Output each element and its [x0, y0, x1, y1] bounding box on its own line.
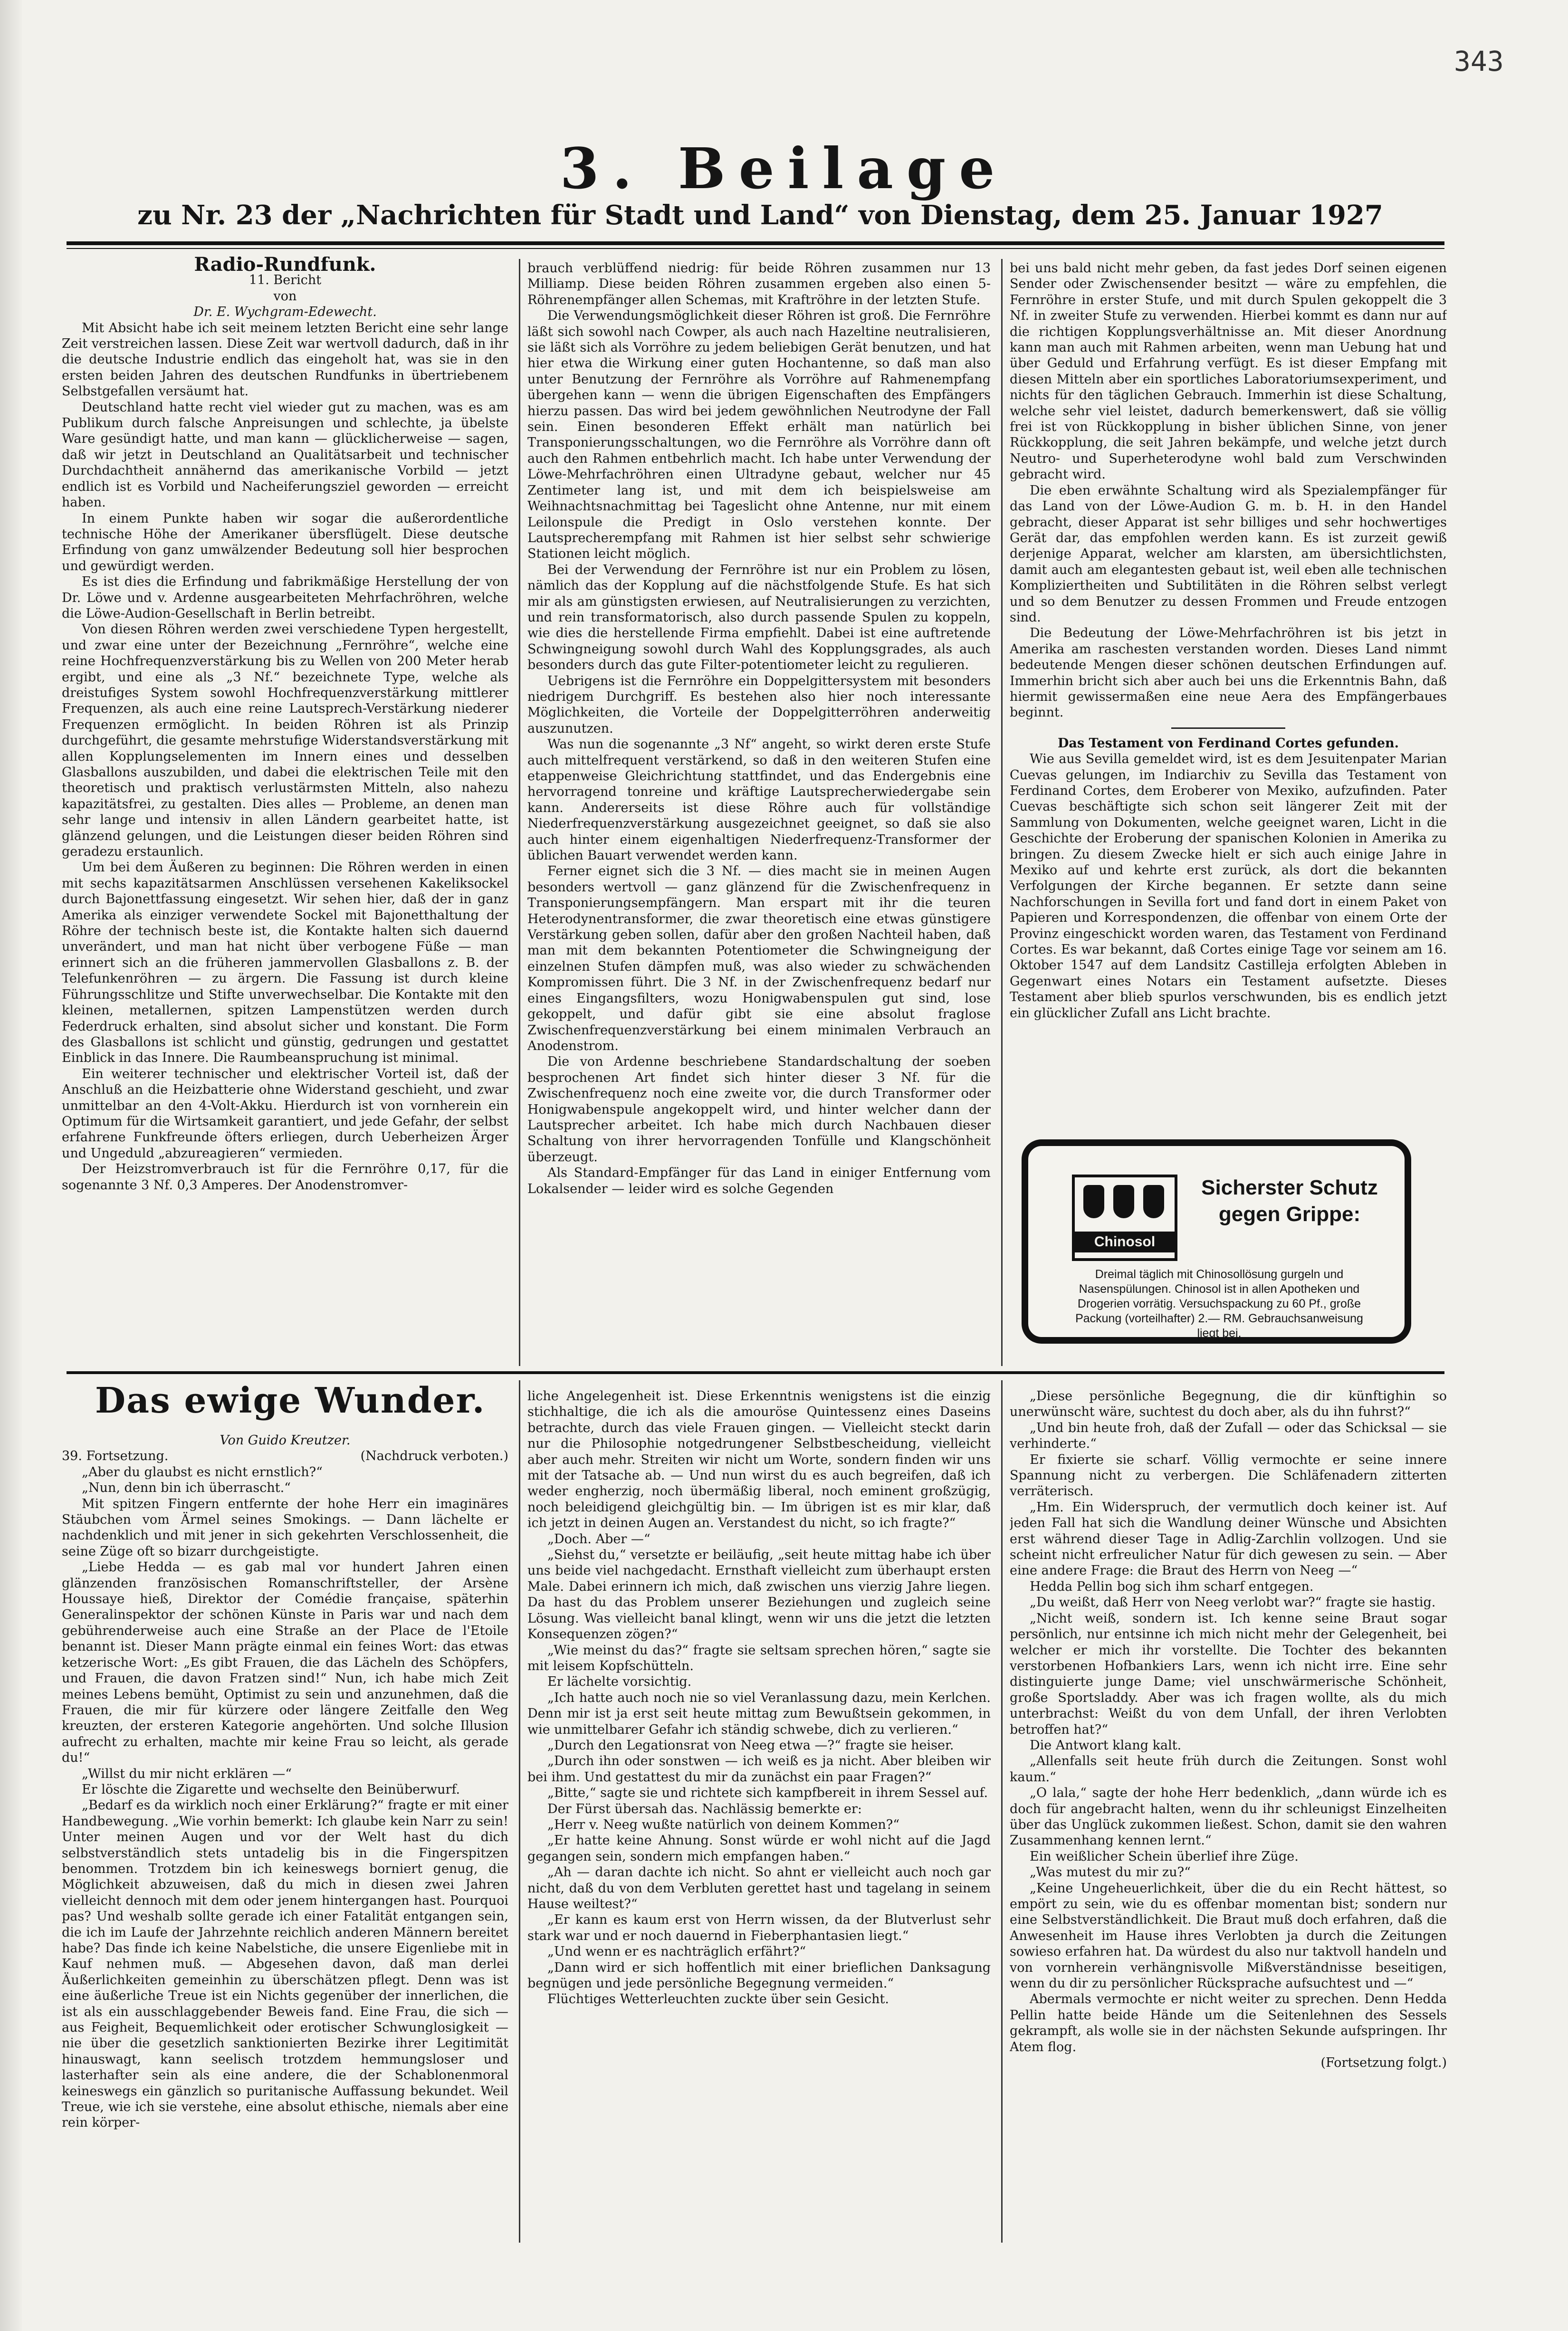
serial-column-2 [527, 1388, 991, 2243]
serial-paragraph: „Siehst du,“ versetzte er beiläufig, „seit heute mittag habe ich über uns beide viel nachgedacht. Ernsthaft vielleicht zum überhaupt ersten Male. Dabei erinnern ich mich, daß zwischen uns vierzig Jahre liegen. Da hast du das Problem unserer Beziehungen und zugleich seine Lösung. Was vielleicht banal klingt, wenn wir uns die jetzt die letzten Konsequenzen zögen?“ [527, 1548, 991, 1642]
serial-paragraph: Der Fürst übersah das. Nachlässig bemerkte er: [547, 1801, 862, 1816]
cortes-article-text: Wie aus Sevilla gemeldet wird, ist es dem Jesuitenpater Marian Cuevas gelungen, im Indiarchiv zu Sevilla das Testament von Ferdinand Cortes, dem Eroberer von Mexiko, aufzufinden. Pater Cuevas beschäftigte sich schon seit längerer Zeit mit der Sammlung von Dokumenten, welche geeignet waren, Licht in die Geschichte der Eroberung der spanischen Kolonien in Amerika zu bringen. Zu diesem Zwecke hielt er sich auch einige Jahre in Mexiko auf und kehrte erst zurück, als dort die bekannten Verfolgungen der Kirche begannen. Er setzte dann seine Nachforschungen in Sevilla fort und fand dort in einem Paket von Papieren und Korrespondenzen, die offenbar von einem Orte der Provinz eingeschickt worden waren, das Testament von Ferdinand Cortes. Es war bekannt, daß Cortes einige Tage vor seinem am 16. Oktober 1547 auf dem Landsitz Castilleja erfolgten Ableben in Gegenwart eines Notars ein Testament aufsetzte. Dieses Testament aber blieb spurlos verschwunden, bis es endlich jetzt ein glücklicher Zufall ans Licht brachte. [1010, 752, 1447, 1021]
column-divider [1001, 1380, 1003, 2243]
radio-article-column-1 [62, 257, 508, 1366]
serial-paragraph: „Diese persönliche Begegnung, die dir künftighin so unerwünscht wäre, suchtest du doch aber, als du ihn fuhrst?“ [1010, 1389, 1447, 1420]
serial-paragraph: „Ich hatte auch noch nie so viel Veranlassung dazu, mein Kerlchen. Denn mir ist ja erst seit heute mittag zum Bewußtsein gekommen, in wie unmittelbarer Gefahr ich ständig schwebe, dich zu verlieren.“ [527, 1690, 991, 1737]
column-divider [519, 1380, 520, 2243]
column-divider [519, 259, 520, 1366]
radio-paragraph: brauch verblüffend niedrig: für beide Röhren zusammen nur 13 Milliamp. Diese beiden Röhren zusammen ergeben also einen 5-Röhrenempfänger allen Schemas, mit Kraftröhre in der letzten Stufe. [527, 261, 991, 307]
serial-paragraph: „Was mutest du mir zu?“ [1030, 1865, 1191, 1880]
radio-article-column-3 [1010, 260, 1447, 1125]
radio-article-heading: Radio-Rundfunk. [194, 257, 376, 276]
serial-paragraph: „Durch den Legationsrat von Neeg etwa —?“ fragte sie heiser. [547, 1738, 954, 1753]
serial-paragraph: „Herr v. Neeg wußte natürlich von deinem Kommen?“ [547, 1817, 899, 1832]
section-rule [67, 1371, 1444, 1374]
serial-paragraph: „Ah — daran dachte ich nicht. So ahnt er vielleicht auch noch gar nicht, daß du von dem Verbluten gerettet hast und tagelang in seinem Hause weiltest?“ [527, 1865, 991, 1911]
column-divider [1001, 259, 1003, 1366]
serial-column-1 [62, 1433, 508, 2243]
serial-paragraph: Die Antwort klang kalt. [1030, 1738, 1182, 1753]
radio-paragraph: Uebrigens ist die Fernröhre ein Doppelgittersystem mit besonders niedrigem Durchgriff. Es bestehen also hier noch interessante Möglichkeiten, die Vorteile der Doppelgitterröhren anderweitig auszunutzen. [527, 673, 991, 736]
chinosol-logo [1072, 1175, 1177, 1261]
radio-article-subheading: 11. Bericht [249, 273, 322, 288]
radio-paragraph: Es ist dies die Erfindung und fabrikmäßige Herstellung der von Dr. Löwe und v. Ardenne ausgearbeiteten Mehrfachröhren, welche die Löwe-Audion-Gesellschaft in Berlin betreibt. [62, 574, 508, 621]
serial-paragraph: „Aber du glaubst es nicht ernstlich?“ [82, 1464, 323, 1480]
radio-paragraph: Die Bedeutung der Löwe-Mehrfachröhren ist bis jetzt in Amerika am raschesten verstanden worden. Dieses Land nimmt bedeutende Mengen dieser schönen deutschen Erfindungen auf. Immerhin bricht sich aber auch bei uns die Erkenntnis Bahn, daß hiermit gewissermaßen eine neue Aera des Empfängerbaues beginnt. [1010, 626, 1447, 720]
serial-paragraph: Er löschte die Zigarette und wechselte den Beinüberwurf. [82, 1782, 460, 1797]
serial-paragraph: „Allenfalls seit heute früh durch die Zeitungen. Sonst wohl kaum.“ [1010, 1754, 1447, 1785]
radio-paragraph: Als Standard-Empfänger für das Land in einiger Entfernung vom Lokalsender — leider wird es solche Gegenden [527, 1166, 991, 1196]
radio-paragraph: Die eben erwähnte Schaltung wird als Spezialempfänger für das Land von der Löwe-Audion G. m. b. H. in den Handel gebracht, dieser Apparat ist sehr billiges und sehr hochwertiges Gerät dar, das empfohlen werden kann. Es ist zurzeit gewiß derjenige Apparat, welcher am klarsten, am übersichtlichsten, damit auch am elegantesten gebaut ist, weil eben alle technischen Kompliziertheiten und Subtilitäten in die Röhren selbst verlegt und so dem Benutzer zu dessen Frommen und Freude entzogen sind. [1010, 483, 1447, 625]
radio-paragraph: Von diesen Röhren werden zwei verschiedene Typen hergestellt, und zwar eine unter der Bezeichnung „Fernröhre“, welche eine reine Hochfrequenzverstärkung bis zu Wellen von 200 Meter herab ergibt, und eine als „3 Nf.“ bezeichnete Type, welche als dreistufiges System sowohl Hochfrequenzverstärkung mittlerer Frequenzen, als auch eine reine Lautsprech-Verstärkung niederer Frequenzen ermöglicht. In beiden Röhren ist als Prinzip durchgeführt, die gesamte mehrstufige Widerstandsverstärkung mit allen Kopplungselementen im Innern eines und desselben Glasballons auszubilden, und dabei die elektrischen Teile mit den theoretisch und praktisch verlustärmsten Mitteln, also nahezu kapazitätsfrei, zu gestalten. Dies alles — Probleme, an denen man sehr lange und intensiv in allen Ländern gearbeitet hatte, ist glänzend gelungen, und die Leistungen dieser beiden Röhren sind geradezu erstaunlich. [62, 622, 508, 860]
cortes-article-heading: Das Testament von Ferdinand Cortes gefunden. [1057, 736, 1399, 751]
serial-paragraph: Hedda Pellin bog sich ihm scharf entgegen. [1030, 1579, 1314, 1594]
serial-paragraph: „Dann wird er sich hoffentlich mit einer brieflichen Danksagung begnügen und jede persönliche Begegnung vermeiden.“ [527, 1960, 991, 1991]
ad-body: Dreimal täglich mit Chinosollösung gurgeln und Nasenspülungen. Chinosol ist in allen Apotheken und Drogerien vorrätig. Versuchspackung zu 60 Pf., große Packung (vorteilhafter) 2.— RM. Gebrauchsanweisung liegt bei. [1075, 1268, 1363, 1340]
radio-paragraph: Die Verwendungsmöglichkeit dieser Röhren ist groß. Die Fernröhre läßt sich sowohl nach Cowper, als auch nach Hazeltine neutralisieren, sie läßt sich als Vorröhre zu jedem beliebigen Gerät benutzen, und hat hier etwa die Wirkung einer guten Hochantenne, so daß man also unter Benutzung der Fernröhre als Vorröhre auf Rahmenempfang übergehen kann — wenn die übrigen Eigenschaften des Empfängers hierzu passen. Das wird bei jedem gewöhnlichen Neutrodyne der Fall sein. Einen besonderen Effekt erhält man natürlich bei Transponierungsschaltungen, wo die Fernröhre als Vorröhre dann oft auch den Rahmen entbehrlich macht. Ich habe unter Verwendung der Löwe-Mehrfachröhren einen Ultradyne gebaut, welcher nur 45 Zentimeter lang ist, und mit dem ich beispielsweise am Weihnachtsnachmittag bei Tageslicht ohne Antenne, nur mit einem Leilonspule die Predigt in Oslo verstehen konnte. Der Lautsprecherempfang mit Rahmen ist hier selbst sehr schwierige Stationen leicht möglich. [527, 308, 991, 562]
radio-paragraph: In einem Punkte haben wir sogar die außerordentliche technische Höhe der Amerikaner übersflügelt. Diese deutsche Erfindung von ganz umwälzender Bedeutung soll hier besprochen und gewürdigt werden. [62, 511, 508, 573]
radio-article-author: Dr. E. Wychgram-Edewecht. [193, 305, 377, 320]
serial-paragraph: „Und wenn er es nachträglich erfährt?“ [547, 1944, 806, 1959]
radio-paragraph: Ein weiterer technischer und elektrischer Vorteil ist, daß der Anschluß an die Heizbatterie ohne Widerstand geschieht, und zwar unmittelbar an den 4-Volt-Akku. Hierdurch ist von vornherein ein Optimum für die Wirtsamkeit garantiert, und jede Gefahr, der selbst erfahrene Funkfreunde öfters erliegen, durch Ueberheizen Ärger und Ungeduld „abzureagieren“ vermieden. [62, 1066, 508, 1161]
serial-title: Das ewige Wunder. [95, 1380, 486, 1421]
radio-article-column-2 [527, 260, 991, 1366]
serial-paragraph: „Durch ihn oder sonstwen — ich weiß es ja nicht. Aber bleiben wir bei ihm. Und gestattest du mir da zunächst ein paar Fragen?“ [527, 1754, 991, 1785]
serial-paragraph: liche Angelegenheit ist. Diese Erkenntnis wenigstens ist die einzig stichhaltige, die ich als die amouröse Quintessenz eines Daseins betrachte, durch das viele Frauen gingen. — Vielleicht steckt darin nur die Philosophie notgedrungener Selbstbescheidung, vielleicht aber auch mehr. Streiten wir nicht um Worte, sondern finden wir uns mit der Tatsache ab. — Und nun wirst du es auch begreifen, daß ich weder engherzig, noch übermäßig liberal, noch eminent großzügig, noch beleidigend gleichgültig bin. — Im übrigen ist es mir klar, daß ich jetzt in deinen Augen an. Verstandest du nicht, so ich fragte?“ [527, 1389, 991, 1531]
serial-installment-label: 39. Fortsetzung. [62, 1449, 169, 1464]
chinosol-advertisement [1022, 1139, 1411, 1344]
radio-paragraph: Was nun die sogenannte „3 Nf“ angeht, so wirkt deren erste Stufe auch mittelfrequent verstärkend, so daß in den weiteren Stufen eine etappenweise Gleichrichtung stattfindet, und das Endergebnis eine hervorragend tonreine und kräftige Lautsprecherwiedergabe sein kann. Andererseits ist diese Röhre auch für vollständige Niederfrequenzverstärkung ausgezeichnet geeignet, so daß sie also auch hinter einem eigenhaltigen Niederfrequenz-Transformer der üblichen Bauart verwendet werden kann. [527, 737, 991, 863]
serial-paragraph: „Er kann es kaum erst von Herrn wissen, da der Blutverlust sehr stark war und er noch dauernd in Fieberphantasien liegt.“ [527, 1912, 991, 1943]
supplement-title: 3. Beilage [560, 135, 1008, 201]
serial-paragraph: „Er hatte keine Ahnung. Sonst würde er wohl nicht auf die Jagd gegangen sein, sondern mich empfangen haben.“ [527, 1833, 991, 1864]
article-separator [1171, 727, 1285, 729]
bottle-icon [1083, 1185, 1164, 1218]
radio-paragraph: Mit Absicht habe ich seit meinem letzten Bericht eine sehr lange Zeit verstreichen lassen. Diese Zeit war wertvoll dadurch, daß in ihr die deutsche Industrie endlich das eingeholt hat, was sie in den ersten beiden Jahren des deutschen Rundfunks in übertriebenem Selbstgefallen versäumt hat. [62, 320, 508, 399]
serial-paragraph: „Keine Ungeheuerlichkeit, über die du ein Recht hättest, so empört zu sein, wie du es offenbar momentan bist; sondern nur eine Selbstverständlichkeit. Die Braut muß doch erfahren, daß die Anwesenheit im Hause ihres Verlobten ja durch die Zeitungen sowieso erfahren hat. Da würdest du also nur taktvoll handeln und von vornherein verhängnisvolle Mißverständnisse beseitigen, wenn du dir zu persönlicher Rücksprache aufsuchtest und —“ [1010, 1881, 1447, 1991]
serial-paragraph: „Doch. Aber —“ [547, 1531, 650, 1547]
serial-installment [62, 1448, 508, 1464]
ad-headline [1185, 1175, 1394, 1228]
serial-byline: Von Guido Kreutzer. [220, 1433, 351, 1448]
radio-article-von: von [273, 288, 297, 304]
serial-paragraph: „Du weißt, daß Herr von Neeg verlobt war?“ fragte sie hastig. [1030, 1595, 1436, 1610]
radio-paragraph: Deutschland hatte recht viel wieder gut zu machen, was es am Publikum durch falsche Anpreisungen und schlechte, ja übelste Ware gesündigt hatte, und man kann — glücklicherweise — sagen, daß wir jetzt in Deutschland an Qualitätsarbeit und technischer Durchdachtheit annähernd das amerikanische Vorbild — jetzt endlich ist es Vorbild und Nacheiferungsziel geworden — erreicht haben. [62, 400, 508, 510]
serial-column-3 [1010, 1388, 1447, 2243]
serial-continuation: (Fortsetzung folgt.) [1320, 2055, 1447, 2071]
serial-paragraph: „O lala,“ sagte der hohe Herr bedenklich, „dann würde ich es doch für angebracht halten, wenn du ihr schleunigst Einzelheiten über das Unglück zukommen ließest. Schon, damit sie den wahren Zusammenhang kennen lernt.“ [1010, 1786, 1447, 1848]
serial-paragraph: „Hm. Ein Widerspruch, der vermutlich doch keiner ist. Auf jeden Fall hat sich die Wandlung deiner Wünsche und Absichten erst während dieser Tage in Adlig-Zarchlin vollzogen. Und sie scheint nicht erfreulicher Natur für dich gewesen zu sein. — Aber eine andere Frage: die Braut des Herrn von Neeg —“ [1010, 1500, 1447, 1578]
serial-paragraph: „Bitte,“ sagte sie und richtete sich kampfbereit in ihrem Sessel auf. [547, 1786, 988, 1801]
ad-headline-line-1: Sicherster Schutz [1201, 1176, 1378, 1199]
masthead-rule-thin [67, 248, 1444, 249]
serial-rights: (Nachdruck verboten.) [360, 1449, 508, 1464]
radio-paragraph: Der Heizstromverbrauch ist für die Fernröhre 0,17, für die sogenannte 3 Nf. 0,3 Amperes. Der Anodenstromver- [62, 1162, 508, 1193]
page-number: 343 [1454, 45, 1504, 77]
serial-paragraph: „Liebe Hedda — es gab mal vor hundert Jahren einen glänzenden französischen Romanschriftsteller, der Arsène Houssaye hieß, Direktor der Comédie française, späterhin Generalinspektor der schönen Künste in Paris war und nach dem gebührenderweise auch eine Straße an der Place de l'Etoile benannt ist. Dieser Mann prägte einmal ein feines Wort: das etwas ketzerische Wort: „Es gibt Frauen, die das Lächeln des Schöpfers, und Frauen, die davon Fratzen sind!“ Nun, ich habe mich Zeit meines Lebens bemüht, Optimist zu sein und anzunehmen, daß die Frauen, die mir für kürzere oder längere Zeitfalle den Weg kreuzten, der ersteren Kategorie angehörten. Und solche Illusion aufrecht zu erhalten, machte mir keine Frau so leicht, als gerade du!“ [62, 1560, 508, 1766]
radio-paragraph: Die von Ardenne beschriebene Standardschaltung der soeben besprochenen Art findet sich hinter dieser 3 Nf. für die Zwischenfrequenz noch eine zweite vor, die durch Transformer oder Honigwabenspule angekoppelt wird, und hinter welcher dann der Lautsprecher arbeitet. Ich habe mich durch Nachbauen dieser Schaltung von ihrer hervorragenden Tonfülle und Klangschönheit überzeugt. [527, 1054, 991, 1165]
serial-paragraph: „Nicht weiß, sondern ist. Ich kenne seine Braut sogar persönlich, nur entsinne ich mich nicht mehr der Gelegenheit, bei welcher er mich ihr vorstellte. Die Tochter des bekannten verstorbenen Hofbankiers Lars, wenn ich nicht irre. Eine sehr distinguierte junge Dame; viel unschwärmerische Schönheit, große Sportsladdy. Aber was ich fragen wollte, als du mich unterbrachst: Weißt du von dem Unfall, der ihren Verlobten betroffen hat?“ [1010, 1611, 1447, 1737]
ad-headline-line-2: gegen Grippe: [1218, 1203, 1361, 1226]
radio-paragraph: Um bei dem Äußeren zu beginnen: Die Röhren werden in einen mit sechs kapazitätsarmen Anschlüssen versehenen Kakeliksockel durch Bajonettfassung eingesetzt. Wir sehen hier, daß der in ganz Amerika als einziger verwendete Sockel mit Bajonetthaltung der Röhre der technisch beste ist, die Kontakte halten sich dauernd unverändert, und man hat nicht über verbogene Füße — man erinnert sich an die früheren jammervollen Glasballons z. B. der Telefunkenröhren — zu ärgern. Die Fassung ist durch kleine Führungsschlitze und Stifte unverwechselbar. Die Kontakte mit den kleinen, metallernen, spitzen Lampenstützen werden durch Federdruck erhalten, sind absolut sicher und konstant. Die Form des Glasballons ist schlicht und günstig, gedrungen und gestattet Einblick in das Innere. Die Raumbeanspruchung ist minimal. [62, 860, 508, 1066]
radio-paragraph: bei uns bald nicht mehr geben, da fast jedes Dorf seinen eigenen Sender oder Zwischensender besitzt — wäre zu empfehlen, die Fernröhre in erster Stufe, und mit durch Spulen gekoppelt die 3 Nf. in zweiter Stufe zu verwenden. Hierbei kommt es dann nur auf die richtigen Kopplungsverhältnisse an. Mit dieser Anordnung kann man auch mit Rahmen arbeiten, wenn man Uebung hat und über Geduld und Erfahrung verfügt. Es ist dieser Empfang mit diesen Mitteln aber ein sportliches Laboratoriumsexperiment, und nichts für den täglichen Gebrauch. Immerhin ist diese Schaltung, welche sehr viel leistet, dadurch bemerkenswert, daß sie völlig frei ist von Rückkopplung in bisher üblichen Sinne, von jener Rückkopplung, die seit Jahren bekämpfe, und welche jetzt durch Neutro- und Superheterodyne wohl bald zum Verschwinden gebracht wird. [1010, 261, 1447, 482]
serial-paragraph: Er fixierte sie scharf. Völlig vermochte er seine innere Spannung nicht zu verbergen. Die Schläfenadern zitterten verräterisch. [1010, 1452, 1447, 1499]
serial-paragraph: „Nun, denn bin ich überrascht.“ [82, 1481, 291, 1496]
chinosol-logo-text: Chinosol [1075, 1232, 1175, 1252]
scan-edge [0, 0, 22, 2331]
serial-paragraph: Mit spitzen Fingern entfernte der hohe Herr ein imaginäres Stäubchen vom Ärmel seines Smokings. — Dann lächelte er nachdenklich und mit jener in sich gekehrten Verschlossenheit, die seine Züge oft so bizarr durchgeistigte. [62, 1496, 508, 1559]
serial-paragraph: Flüchtiges Wetterleuchten zuckte über sein Gesicht. [547, 1992, 889, 2007]
radio-paragraph: Bei der Verwendung der Fernröhre ist nur ein Problem zu lösen, nämlich das der Kopplung auf die nächstfolgende Stufe. Es hat sich mir als am günstigsten erwiesen, auf Neutralisierungen zu verzichten, und rein transformatorisch, also durch passende Spulen zu koppeln, wie dies die herstellende Firma empfiehlt. Dabei ist eine auftretende Schwingneigung sowohl durch Wahl des Kopplungsgrades, als auch besonders durch das gute Filter-potentiometer leicht zu regulieren. [527, 562, 991, 673]
serial-paragraph: Er lächelte vorsichtig. [547, 1674, 692, 1690]
serial-paragraph: „Und bin heute froh, daß der Zufall — oder das Schicksal — sie verhinderte.“ [1010, 1420, 1447, 1452]
serial-paragraph: „Wie meinst du das?“ fragte sie seltsam sprechen hören,“ sagte sie mit leisem Kopfschütteln. [527, 1643, 991, 1673]
masthead-rule [67, 241, 1444, 245]
radio-paragraph: Ferner eignet sich die 3 Nf. — dies macht sie in meinen Augen besonders wertvoll — ganz glänzend für die Zwischenfrequenz in Transponierungsempfängern. Man erspart mit ihr die teuren Heterodynentransformer, die zwar theoretisch eine etwas günstigere Verstärkung geben sollen, dafür aber den großen Nachteil haben, daß man mit dem bekannten Potentiometer die Schwingneigung der einzelnen Stufen dämpfen muß, was also wieder zu schwächenden Kompromissen führt. Die 3 Nf. in der Zwischenfrequenz bedarf nur eines Eingangsfilters, wozu Honigwabenspulen gut sind, lose gekoppelt, und dafür gibt sie eine absolut fraglose Zwischenfrequenzverstärkung bei einem minimalen Verbrauch an Anodenstrom. [527, 864, 991, 1053]
serial-paragraph: Abermals vermochte er nicht weiter zu sprechen. Denn Hedda Pellin hatte beide Hände um die Seitenlehnen des Sessels gekrampft, als wolle sie in der nächsten Sekunde aufspringen. Ihr Atem flog. [1010, 1992, 1447, 2054]
serial-paragraph: „Bedarf es da wirklich noch einer Erklärung?“ fragte er mit einer Handbewegung. „Wie vorhin bemerkt: Ich glaube kein Narr zu sein! Unter meinen Augen und vor der Welt hast du dich selbstverständlich stets untadelig bis in die Fingerspitzen benommen. Trotzdem bin ich keineswegs borniert genug, die Möglichkeit abzuweisen, daß du mich in diesen zwei Jahren vielleicht dennoch mit dem oder jenem hintergangen hast. Pourquoi pas? Und weshalb sollte gerade ich einer Fatalität entgangen sein, die ich im Laufe der Jahrzehnte reichlich anderen Männern bereitet habe? Das finde ich keine Nabelstiche, die unsere Eigenliebe mit in Kauf nehmen muß. — Abgesehen davon, daß man derlei Äußerlichkeiten gemeinhin zu überschätzen pflegt. Denn was ist eine äußerliche Treue ist ein Nichts gegenüber der innerlichen, die ist als ein ausschlaggebender Beweis fand. Eine Frau, die sich — aus Feigheit, Bequemlichkeit oder erotischer Schwunglosigkeit — nie über die gesetzlich sanktionierten Bezirke ihrer Legitimität hinauswagt, kann seelisch trotzdem hemmungsloser und lasterhafter sein als eine andere, die der Schablonenmoral keineswegs ein gänzlich so puritanische Auffassung bekundet. Weil Treue, wie ich sie verstehe, eine absolut ethische, niemals aber eine rein körper- [62, 1798, 508, 2130]
serial-paragraph: Ein weißlicher Schein überlief ihre Züge. [1030, 1849, 1299, 1864]
serial-paragraph: „Willst du mir nicht erklären —“ [82, 1766, 292, 1781]
supplement-subtitle: zu Nr. 23 der „Nachrichten für Stadt und Land“ von Dienstag, dem 25. Januar 1927 [137, 200, 1383, 231]
